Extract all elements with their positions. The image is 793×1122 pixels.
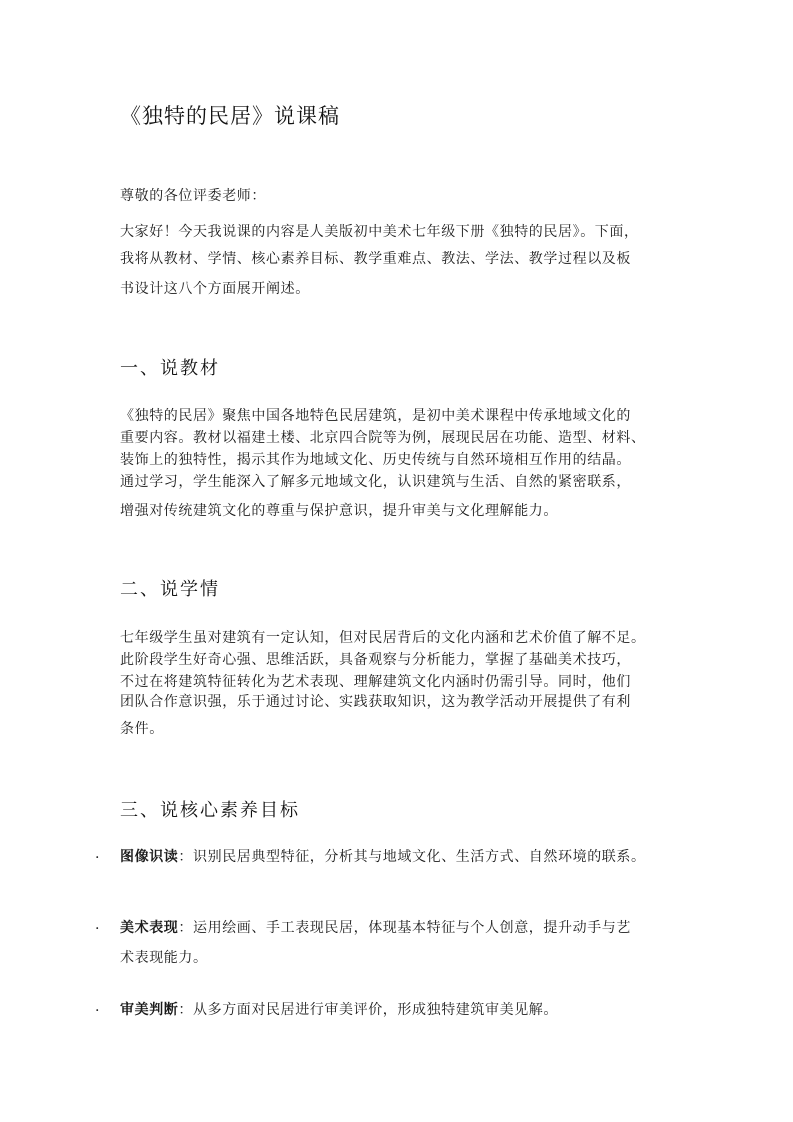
goal-label: 审美判断 xyxy=(120,1002,179,1018)
goal-text: ：运用绘画、手工表现民居，体现基本特征与个人创意，提升动手与艺 xyxy=(178,920,632,936)
students-line: 团队合作意识强，乐于通过讨论、实践获取知识，这为教学活动开展提供了有利 xyxy=(120,694,631,710)
textbook-line: 装饰上的独特性，揭示其作为地域文化、历史传统与自然环境相互作用的结晶。 xyxy=(120,452,631,468)
goal-text: ：识别民居典型特征，分析其与地域文化、生活方式、自然环境的联系。 xyxy=(178,849,646,865)
goal-text: ：从多方面对民居进行审美评价，形成独特建筑审美见解。 xyxy=(178,1002,559,1018)
intro-line: 大家好！今天我说课的内容是人美版初中美术七年级下册《独特的民居》。下面， xyxy=(120,224,639,240)
students-line: 此阶段学生好奇心强、思维活跃，具备观察与分析能力，掌握了基础美术技巧， xyxy=(120,652,631,668)
list-bullet: . xyxy=(95,917,100,933)
students-line: 条件。 xyxy=(120,721,164,737)
goal-item-art-expression xyxy=(120,917,631,937)
section-heading-textbook: 一、说教材 xyxy=(120,358,220,379)
goal-label: 美术表现 xyxy=(120,920,179,936)
intro-line: 书设计这八个方面展开阐述。 xyxy=(120,281,310,297)
list-bullet: . xyxy=(95,999,100,1015)
intro-line: 我将从教材、学情、核心素养目标、教学重难点、教法、学法、教学过程以及板 xyxy=(120,251,631,267)
textbook-line: 《独特的民居》聚焦中国各地特色民居建筑，是初中美术课程中传承地域文化的 xyxy=(120,408,631,424)
greeting-text: 尊敬的各位评委老师： xyxy=(120,188,266,204)
textbook-line: 通过学习，学生能深入了解多元地域文化，认识建筑与生活、自然的紧密联系， xyxy=(120,474,631,490)
goal-label: 图像识读 xyxy=(120,849,179,865)
goal-item-aesthetic-judgment xyxy=(120,999,558,1019)
students-line: 不过在将建筑特征转化为艺术表现、理解建筑文化内涵时仍需引导。同时，他们 xyxy=(120,674,631,690)
section-heading-goals: 三、说核心素养目标 xyxy=(120,800,300,821)
students-line: 七年级学生虽对建筑有一定认知，但对民居背后的文化内涵和艺术价值了解不足。 xyxy=(120,630,646,646)
section-heading-students: 二、说学情 xyxy=(120,579,220,600)
goal-text-continued: 术表现能力。 xyxy=(120,950,208,966)
list-bullet: . xyxy=(95,846,100,862)
document-title: 《独特的民居》说课稿 xyxy=(120,104,340,128)
textbook-line: 重要内容。教材以福建土楼、北京四合院等为例，展现民居在功能、造型、材料、 xyxy=(120,430,646,446)
goal-item-image-reading xyxy=(120,846,646,866)
textbook-line: 增强对传统建筑文化的尊重与保护意识，提升审美与文化理解能力。 xyxy=(120,503,558,519)
